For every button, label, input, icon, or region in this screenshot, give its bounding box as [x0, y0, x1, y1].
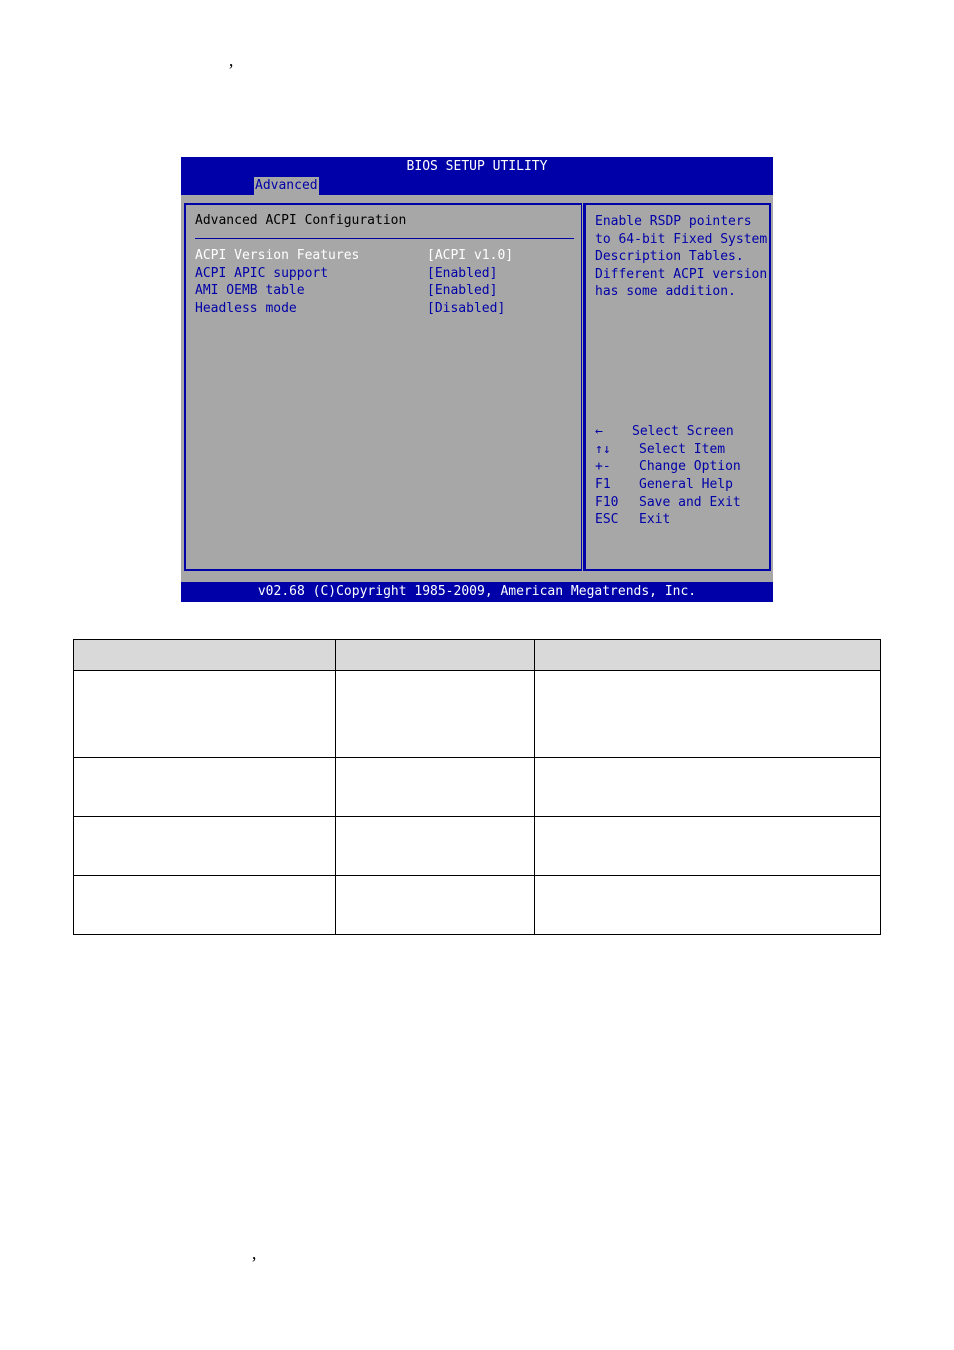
table-column-divider	[335, 640, 336, 934]
table-row-divider	[74, 816, 880, 817]
key-desc: Select Screen	[632, 424, 734, 439]
options-table	[73, 639, 881, 935]
setting-value[interactable]: [Enabled]	[427, 283, 498, 298]
bios-screenshot	[181, 157, 773, 602]
table-header-row	[74, 640, 880, 671]
setting-acpi-version-features[interactable]	[195, 248, 575, 265]
setting-label: AMI OEMB table	[195, 283, 305, 298]
help-line: Description Tables.	[595, 249, 744, 265]
bios-footer: v02.68 (C)Copyright 1985-2009, American Megatrends, Inc.	[181, 582, 773, 602]
bios-menu-bar	[181, 177, 773, 195]
left-arrow-icon: ←	[595, 424, 603, 439]
setting-label: Headless mode	[195, 301, 297, 316]
setting-ami-oemb-table[interactable]	[195, 283, 575, 300]
help-text	[595, 213, 767, 301]
esc-key: ESC	[595, 512, 619, 527]
f1-key: F1	[595, 477, 611, 492]
setting-value[interactable]: [Disabled]	[427, 301, 506, 316]
help-line: has some addition.	[595, 284, 736, 300]
setting-value[interactable]: [Enabled]	[427, 266, 498, 281]
setting-label: ACPI Version Features	[195, 248, 360, 263]
plus-minus-key: +-	[595, 459, 611, 474]
bios-title-bar: BIOS SETUP UTILITY	[181, 157, 773, 177]
tab-advanced[interactable]: Advanced	[255, 178, 318, 193]
up-down-arrow-icon: ↑↓	[595, 442, 611, 457]
setting-headless-mode[interactable]	[195, 301, 575, 318]
key-desc: Save and Exit	[639, 495, 741, 510]
key-desc: Change Option	[639, 459, 741, 474]
top-mark: ’	[228, 60, 234, 80]
table-column-divider	[534, 640, 535, 934]
help-line: Different ACPI version	[595, 266, 768, 282]
key-desc: Select Item	[639, 442, 726, 457]
help-line: to 64-bit Fixed System	[595, 231, 768, 247]
f10-key: F10	[595, 495, 619, 510]
bottom-mark: ’	[251, 1253, 257, 1273]
key-desc: Exit	[639, 512, 671, 527]
section-underline	[195, 238, 574, 239]
setting-acpi-apic-support[interactable]	[195, 266, 575, 283]
help-line: Enable RSDP pointers	[595, 214, 752, 229]
table-row-divider	[74, 875, 880, 876]
section-title: Advanced ACPI Configuration	[195, 213, 407, 228]
table-row-divider	[74, 757, 880, 758]
setting-label: ACPI APIC support	[195, 266, 329, 281]
key-desc: General Help	[639, 477, 733, 492]
setting-value[interactable]: [ACPI v1.0]	[427, 248, 514, 263]
